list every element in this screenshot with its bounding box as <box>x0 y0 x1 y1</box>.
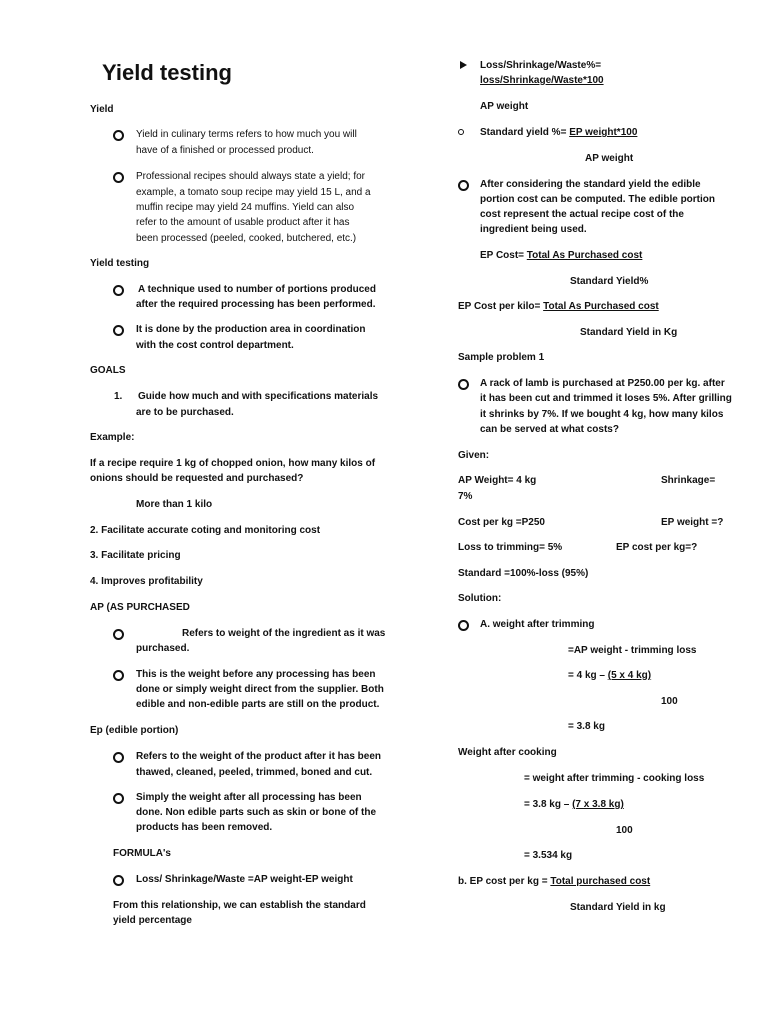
goals-heading: GOALS <box>90 365 126 376</box>
testing-bullet-1-line-1: A technique used to number of portions produced <box>138 284 376 295</box>
yield-testing-heading: Yield testing <box>90 258 150 269</box>
bullet-icon <box>113 130 124 141</box>
after-standard-line-4: ingredient being used. <box>480 224 587 235</box>
solution-b-lhs: b. EP cost per kg = <box>458 876 551 887</box>
example-question-line-2: onions should be requested and purchased? <box>90 473 304 484</box>
goal-4: 4. Improves profitability <box>90 576 203 587</box>
solution-a-result: = 3.8 kg <box>568 721 605 732</box>
solution-a-step-2-denominator: 100 <box>661 696 678 707</box>
yield-bullet-2-line-5: been processed (peeled, cooked, butchered, etc.) <box>136 233 357 244</box>
example-answer: More than 1 kilo <box>136 499 213 510</box>
bullet-icon <box>458 620 469 631</box>
ep-kilo-lhs: EP Cost per kilo= <box>458 301 544 312</box>
standard-yield-denominator: AP weight <box>585 153 634 164</box>
yield-bullet-1-line-1: Yield in culinary terms refers to how much you will <box>136 129 357 140</box>
given-trimming-loss: Loss to trimming= 5% <box>458 542 563 553</box>
sample-text-line-2: it has been cut and trimmed it loses 5%. After grilling <box>480 393 732 404</box>
standard-yield-numerator: EP weight*100 <box>569 127 638 138</box>
standard-yield-lhs: Standard yield %= <box>480 127 570 138</box>
given-cost-per-kg: Cost per kg =P250 <box>458 517 545 528</box>
cooking-step-1: = weight after trimming - cooking loss <box>524 773 705 784</box>
given-ep-weight: EP weight =? <box>661 517 724 528</box>
example-question-line-1: If a recipe require 1 kg of chopped onion, how many kilos of <box>90 458 376 469</box>
ep-cost-lhs: EP Cost= <box>480 250 527 261</box>
ep-kilo-denominator: Standard Yield in Kg <box>580 327 678 338</box>
solution-a-step-2 <box>568 668 651 683</box>
arrow-bullet-icon <box>460 61 467 69</box>
bullet-icon <box>458 129 464 135</box>
bullet-icon <box>458 379 469 390</box>
bullet-icon <box>113 875 124 886</box>
yield-bullet-2-line-1: Professional recipes should always state a yield; for <box>136 171 366 182</box>
given-shrinkage-value: 7% <box>458 491 473 502</box>
ap-bullet-1-line-2: purchased. <box>136 643 190 654</box>
given-ep-cost: EP cost per kg=? <box>616 542 698 553</box>
loss-percent-formula-line-1: Loss/Shrinkage/Waste%= <box>480 60 602 71</box>
sample-text-line-1: A rack of lamb is purchased at P250.00 per kg. after <box>480 378 725 389</box>
loss-percent-formula-line-2: loss/Shrinkage/Waste*100 <box>480 75 604 86</box>
ap-bullet-2-line-1: This is the weight before any processing has been <box>136 669 376 680</box>
given-shrinkage: Shrinkage= <box>661 475 716 486</box>
relationship-line-2: yield percentage <box>113 915 192 926</box>
ap-bullet-1-line-1: Refers to weight of the ingredient as it was <box>182 628 386 639</box>
bullet-icon <box>113 629 124 640</box>
cooking-step-2-numerator: (7 x 3.8 kg) <box>572 799 624 810</box>
after-standard-line-1: After considering the standard yield the edible <box>480 179 701 190</box>
loss-percent-denominator: AP weight <box>480 101 529 112</box>
yield-bullet-2-line-2: example, a tomato soup recipe may yield 15 L, and a <box>136 187 371 198</box>
sample-text-line-3: it shrinks by 7%. If we bought 4 kg, how many kilos <box>480 409 724 420</box>
cooking-step-2-denominator: 100 <box>616 825 633 836</box>
sample-text-line-4: can be served at what costs? <box>480 424 619 435</box>
goal-2: 2. Facilitate accurate coting and monitoring cost <box>90 525 321 536</box>
ep-bullet-2-line-2: done. Non edible parts such as skin or bone of the <box>136 807 377 818</box>
bullet-icon <box>113 285 124 296</box>
sample-problem-heading: Sample problem 1 <box>458 352 545 363</box>
page-title: Yield testing <box>102 60 232 85</box>
testing-bullet-2-line-2: with the cost control department. <box>136 340 294 351</box>
bullet-icon <box>113 325 124 336</box>
after-standard-line-3: cost represent the actual recipe cost of the <box>480 209 684 220</box>
cooking-step-2-prefix: = 3.8 kg – <box>524 799 573 810</box>
bullet-icon <box>113 670 124 681</box>
standard-yield-formula <box>480 125 637 140</box>
cooking-heading: Weight after cooking <box>458 747 557 758</box>
yield-heading: Yield <box>90 104 114 115</box>
example-label: Example: <box>90 432 135 443</box>
yield-bullet-2-line-4: refer to the amount of usable product after it has <box>136 217 350 228</box>
ep-bullet-1-line-2: thawed, cleaned, peeled, trimmed, boned and cut. <box>136 767 373 778</box>
given-standard: Standard =100%-loss (95%) <box>458 568 589 579</box>
solution-a-step-1: =AP weight - trimming loss <box>568 645 697 656</box>
bullet-icon <box>113 752 124 763</box>
ep-bullet-2-line-1: Simply the weight after all processing has been <box>136 792 362 803</box>
testing-bullet-1-line-2: after the required processing has been performed. <box>136 299 376 310</box>
formula-heading: FORMULA's <box>113 848 171 859</box>
formula-bullet-1: Loss/ Shrinkage/Waste =AP weight-EP weight <box>136 874 353 885</box>
goal-1-line-2: are to be purchased. <box>136 407 234 418</box>
testing-bullet-2-line-1: It is done by the production area in coordination <box>136 324 366 335</box>
solution-a-step-2-numerator: (5 x 4 kg) <box>607 670 652 681</box>
ep-cost-per-kilo-formula <box>458 299 659 314</box>
goal-3: 3. Facilitate pricing <box>90 550 181 561</box>
solution-b-formula <box>458 874 650 889</box>
solution-b-numerator: Total purchased cost <box>550 876 651 887</box>
bullet-icon <box>113 793 124 804</box>
ep-bullet-2-line-3: products has been removed. <box>136 822 273 833</box>
bullet-icon <box>458 180 469 191</box>
solution-a-step-2-prefix: = 4 kg – <box>568 670 608 681</box>
ap-bullet-2-line-3: edible and non-edible parts are still on the product. <box>136 699 380 710</box>
goal-1-line-1: Guide how much and with specifications materials <box>138 391 379 402</box>
yield-bullet-1-line-2: have of a finished or processed product. <box>136 145 314 156</box>
ap-bullet-2-line-2: done or simply weight direct from the supplier. Both <box>136 684 384 695</box>
bullet-icon <box>113 172 124 183</box>
goal-1-number: 1. <box>114 391 123 402</box>
solution-a-heading: A. weight after trimming <box>480 619 595 630</box>
solution-label: Solution: <box>458 593 502 604</box>
ep-cost-formula <box>480 248 642 263</box>
relationship-line-1: From this relationship, we can establish the standard <box>113 900 366 911</box>
ep-bullet-1-line-1: Refers to the weight of the product after it has been <box>136 751 382 762</box>
cooking-result: = 3.534 kg <box>524 850 573 861</box>
given-label: Given: <box>458 450 490 461</box>
ep-cost-numerator: Total As Purchased cost <box>526 250 643 261</box>
after-standard-line-2: portion cost can be computed. The edible portion <box>480 194 716 205</box>
solution-b-denominator: Standard Yield in kg <box>570 902 666 913</box>
yield-bullet-2-line-3: muffin recipe may yield 24 muffins. Yield can also <box>136 202 355 213</box>
given-ap-weight: AP Weight= 4 kg <box>458 475 537 486</box>
ep-cost-denominator: Standard Yield% <box>570 276 649 287</box>
cooking-step-2 <box>524 797 624 812</box>
ap-heading: AP (AS PURCHASED <box>90 602 190 613</box>
ep-heading: Ep (edible portion) <box>90 725 179 736</box>
ep-kilo-numerator: Total As Purchased cost <box>543 301 659 312</box>
